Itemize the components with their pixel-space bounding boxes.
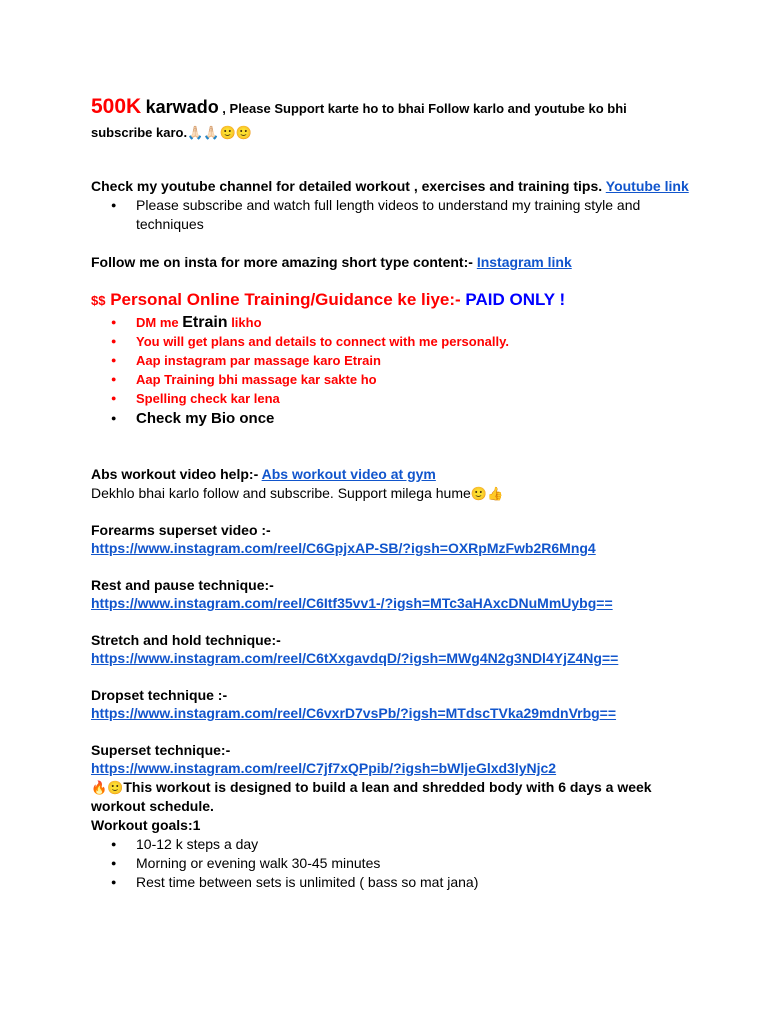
intro-emojis: 🙏🏻🙏🏻🙂🙂 — [187, 125, 252, 140]
video-item — [91, 521, 691, 558]
youtube-bullet: ● Please subscribe and watch full length videos to understand my training style and techniques — [91, 196, 691, 234]
insta-section — [91, 253, 691, 272]
video-item — [91, 576, 691, 613]
video-url[interactable]: https://www.instagram.com/reel/C6Itf35vv1-/?igsh=MTc3aHAxcDNuMmUybg== — [91, 595, 613, 611]
insta-text: Follow me on insta for more amazing short type content:- — [91, 254, 477, 270]
video-url[interactable]: https://www.instagram.com/reel/C6GpjxAP-SB/?igsh=OXRpMzFwb2R6Mng4 — [91, 540, 596, 556]
video-title: Dropset technique :- — [91, 687, 228, 703]
youtube-text: Check my youtube channel for detailed workout , exercises and training tips. — [91, 178, 606, 194]
video-title: Superset technique:- — [91, 742, 231, 758]
intro-karwado: karwado — [145, 97, 219, 117]
document-page — [91, 94, 691, 892]
youtube-section — [91, 177, 691, 196]
dm-prefix: DM me — [136, 315, 183, 330]
youtube-link[interactable]: Youtube link — [605, 178, 689, 194]
abs-support-text: Dekhlo bhai karlo follow and subscribe. Support milega hume — [91, 485, 471, 501]
video-url[interactable]: https://www.instagram.com/reel/C6tXxgavdqD/?igsh=MWg4N2g3NDl4YjZ4Ng== — [91, 650, 619, 666]
dm-etrain: Etrain — [182, 314, 228, 331]
video-list — [91, 521, 691, 778]
paid-bullet-bio: ● Check my Bio once — [91, 408, 691, 429]
video-title: Forearms superset video :- — [91, 522, 271, 538]
abs-emojis: 🙂👍 — [470, 486, 504, 501]
intro-support-text: , Please Support karte ho to bhai Follow karlo and youtube ko bhi — [218, 101, 627, 116]
video-item — [91, 686, 691, 723]
abs-video-link[interactable]: Abs workout video at gym — [261, 466, 436, 482]
abs-label: Abs workout video help:- — [91, 466, 262, 482]
paid-only-text: PAID ONLY ! — [465, 290, 566, 309]
paid-dollar: $$ — [91, 293, 106, 308]
intro-subscribe-text: subscribe karo. — [91, 125, 188, 140]
workout-goals — [91, 835, 691, 892]
paid-heading-text: Personal Online Training/Guidance ke liye:- — [105, 290, 466, 309]
paid-bullets — [91, 313, 691, 429]
abs-line-2 — [91, 484, 691, 503]
video-item — [91, 741, 691, 778]
intro-line-2 — [91, 122, 691, 144]
paid-bullet: ● Aap Training bhi massage kar sakte ho — [91, 370, 691, 389]
workout-desc-text: This workout is designed to build a lean and shredded body with 6 days a week workout schedule. — [91, 779, 652, 814]
video-title: Rest and pause technique:- — [91, 577, 274, 593]
workout-goals-title: Workout goals:1 — [91, 817, 201, 833]
workout-goal: ● Rest time between sets is unlimited ( bass so mat jana) — [91, 873, 691, 892]
video-url[interactable]: https://www.instagram.com/reel/C6vxrD7vsPb/?igsh=MTdscTVka29mdnVrbg== — [91, 705, 617, 721]
paid-bullet-dm — [91, 313, 691, 332]
paid-bullet: ● You will get plans and details to connect with me personally. — [91, 332, 691, 351]
workout-goal: ● 10-12 k steps a day — [91, 835, 691, 854]
workout-desc — [91, 778, 691, 816]
video-url[interactable]: https://www.instagram.com/reel/C7jf7xQPpib/?igsh=bWljeGlxd3lyNjc2 — [91, 760, 557, 776]
paid-bullet: ● Aap instagram par massage karo Etrain — [91, 351, 691, 370]
workout-goal: ● Morning or evening walk 30-45 minutes — [91, 854, 691, 873]
youtube-bullets — [91, 196, 691, 234]
paid-bullet: ● Spelling check kar lena — [91, 389, 691, 408]
intro-500k: 500K — [91, 95, 142, 118]
workout-emojis: 🔥🙂 — [91, 780, 124, 795]
paid-heading — [91, 288, 691, 313]
dm-suffix: likho — [227, 315, 262, 330]
instagram-link[interactable]: Instagram link — [476, 254, 572, 270]
intro-line-1 — [91, 94, 691, 122]
video-item — [91, 631, 691, 668]
video-title: Stretch and hold technique:- — [91, 632, 281, 648]
abs-section — [91, 465, 691, 484]
